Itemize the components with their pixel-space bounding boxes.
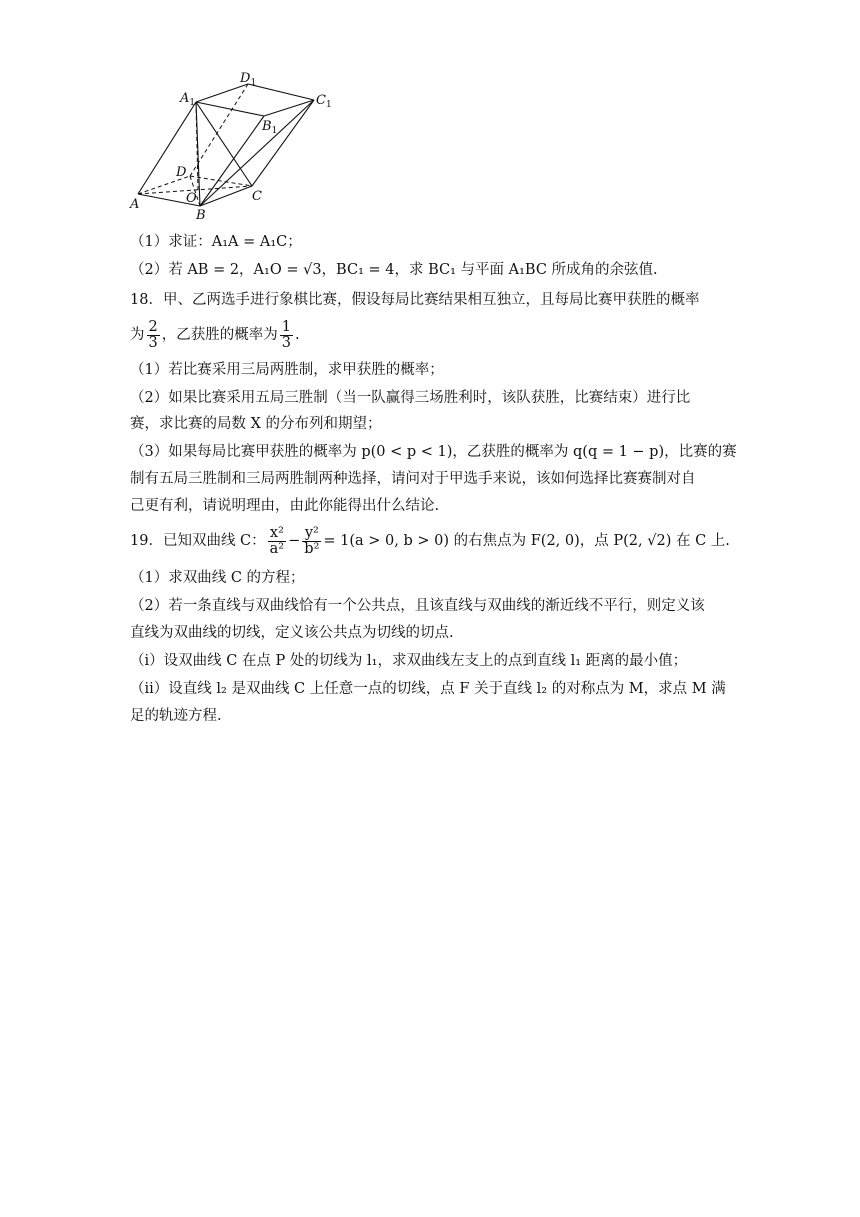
label-a1: $A_1$ [180,91,196,108]
label-a: A [130,197,140,212]
label-b1: $B_1$ [262,119,278,136]
fraction-x2-a2: $\frac{\text{x²}}{\text{a²}}$ [269,524,285,557]
fraction-one-third: $\frac{1}{3}$ [281,318,291,351]
label-c1: $C_1$ [316,93,332,110]
edge-a1d1 [196,84,248,102]
edge-d1d [190,84,248,176]
edge-b1c1 [264,100,314,116]
q18-stem-cont: 为 $\frac{2}{3}$ ，乙获胜的概率为 $\frac{1}{3}$ . [130,318,300,351]
q19-part2-ii-cont: 足的轨迹方程. [130,708,222,724]
q19-part2: （2）若一条直线与双曲线恰有一个公共点，且该直线与双曲线的渐近线不平行，则定义该 [130,598,705,614]
fraction-y2-b2: $\frac{\text{y²}}{\text{b²}}$ [304,524,320,557]
label-o: O [186,191,197,206]
q19-part1: （1）求双曲线 C 的方程； [130,570,305,586]
q19-part2-ii: （ⅱ）设直线 l₂ 是双曲线 C 上任意一点的切线，点 F 关于直线 l₂ 的对称点为 M，求点 M 满 [130,681,726,697]
q19-stem: 19．已知双曲线 C： $\frac{\text{x²}}{\text{a²}}$ − $\frac{\text{y²}}{\text{b²}}$ = 1(a > 0, b > 0) 的右焦点为 F(2, 0)，点 P(2, √2) 在 C 上. [130,524,730,557]
label-b: B [196,208,206,220]
label-c: C [252,189,262,204]
label-d1: $D_1$ [240,71,257,88]
q19-part2-i: （ⅰ）设双曲线 C 在点 P 处的切线为 l₁，求双曲线左支上的点到直线 l₁ 距离的最小值； [130,653,688,669]
q18-part2: （2）如果比赛采用五局三胜制（当一队赢得三场胜利时，该队获胜，比赛结束）进行比 [130,390,691,406]
q18-stem: 18．甲、乙两选手进行象棋比赛，假设每局比赛结果相互独立，且每局比赛甲获胜的概率 [130,292,700,308]
q18-part2-cont: 赛，求比赛的局数 X 的分布列和期望； [130,416,382,432]
q18-part3-cont2: 己更有利，请说明理由，由此你能得出什么结论. [130,498,440,514]
edge-c1c [252,100,314,186]
edge-a1b1 [196,102,264,116]
q17-part2: （2）若 AB = 2，A₁O = √3，BC₁ = 4，求 BC₁ 与平面 A₁BC 所成角的余弦值. [130,262,658,278]
q18-part3-cont1: 制有五局三胜制和三局两胜制两种选择，请问对于甲选手来说，该如何选择比赛赛制对自 [130,471,696,487]
q18-part1: （1）若比赛采用三局两胜制，求甲获胜的概率； [130,362,444,378]
edge-d1c1 [248,84,314,100]
edge-a1a [138,102,196,194]
q17-part1: （1）求证：A₁A = A₁C； [130,234,302,250]
q19-part2-cont: 直线为双曲线的切线，定义该公共点为切线的切点. [130,625,454,641]
prism-diagram [128,70,348,220]
prism-figure [128,70,348,220]
label-d: D [176,165,187,180]
edge-bc [200,186,252,206]
fraction-two-thirds: $\frac{2}{3}$ [148,318,158,351]
q18-part3: （3）如果每局比赛甲获胜的概率为 p(0 < p < 1)，乙获胜的概率为 q(q = 1 − p)，比赛的赛 [130,444,737,460]
